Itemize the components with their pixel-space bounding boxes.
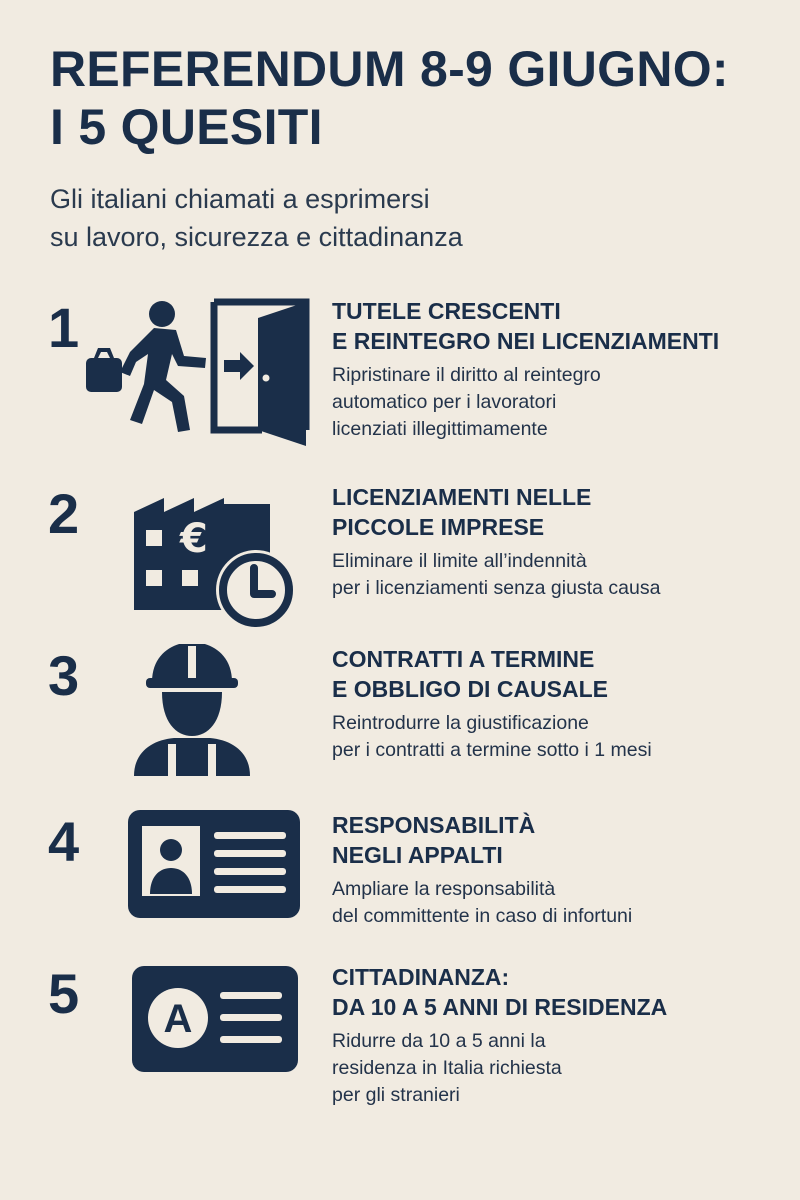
description-line: Ripristinare il diritto al reintegro <box>332 364 601 386</box>
question-title <box>332 482 792 542</box>
question-title-line: PICCOLE IMPRESE <box>332 514 545 540</box>
description-line: del committente in caso di infortuni <box>332 905 633 927</box>
description-line: per i contratti a termine sotto i 1 mesi <box>332 739 652 761</box>
question-text <box>332 482 792 602</box>
question-description <box>332 548 792 602</box>
question-item-3 <box>0 644 800 804</box>
question-title <box>332 644 792 704</box>
description-line: Reintrodurre la giustificazione <box>332 712 589 734</box>
header <box>50 40 770 256</box>
question-title-line: CONTRATTI A TERMINE <box>332 646 595 672</box>
question-text <box>332 962 792 1109</box>
citizenship-card-icon <box>80 962 320 1122</box>
question-item-1 <box>0 296 800 456</box>
description-line: automatico per i lavoratori <box>332 391 557 413</box>
description-line: Ridurre da 10 a 5 anni la <box>332 1030 546 1052</box>
question-number: 2 <box>48 482 80 545</box>
question-title <box>332 962 792 1022</box>
question-text <box>332 810 792 930</box>
question-title-line: RESPONSABILITÀ <box>332 812 536 838</box>
question-title <box>332 810 792 870</box>
description-line: per gli stranieri <box>332 1084 460 1106</box>
question-description <box>332 876 792 930</box>
description-line: Ampliare la responsabilità <box>332 878 556 900</box>
question-description <box>332 710 792 764</box>
question-title-line: LICENZIAMENTI NELLE <box>332 484 592 510</box>
construction-worker-icon <box>80 644 320 804</box>
question-description <box>332 1028 792 1109</box>
question-title-line: DA 10 A 5 ANNI DI RESIDENZA <box>332 994 668 1020</box>
question-number: 4 <box>48 810 80 873</box>
question-item-2 <box>0 482 800 642</box>
title-line-2: I 5 QUESITI <box>50 99 323 155</box>
question-number: 1 <box>48 296 80 359</box>
question-item-4 <box>0 810 800 970</box>
title-line-1: REFERENDUM 8-9 GIUGNO: <box>50 41 729 97</box>
question-description <box>332 362 792 443</box>
question-title <box>332 296 792 356</box>
subtitle <box>50 180 770 256</box>
question-item-5 <box>0 962 800 1122</box>
subtitle-line-2: su lavoro, sicurezza e cittadinanza <box>50 222 463 252</box>
description-line: licenziati illegittimamente <box>332 418 548 440</box>
citizenship-card-letter: A <box>163 997 193 1041</box>
question-title-line: E OBBLIGO DI CAUSALE <box>332 676 609 702</box>
id-card-icon <box>80 810 320 970</box>
question-title-line: CITTADINANZA: <box>332 964 510 990</box>
question-title-line: NEGLI APPALTI <box>332 842 503 868</box>
svg-text:€: € <box>180 516 208 562</box>
question-text <box>332 644 792 764</box>
question-title-line: E REINTEGRO NEI LICENZIAMENTI <box>332 328 720 354</box>
question-number: 5 <box>48 962 80 1025</box>
worker-leaving-door-icon <box>80 296 320 456</box>
factory-euro-clock-icon <box>80 482 320 642</box>
question-text <box>332 296 792 443</box>
page-title <box>50 40 770 156</box>
description-line: Eliminare il limite all’indennità <box>332 550 587 572</box>
question-title-line: TUTELE CRESCENTI <box>332 298 561 324</box>
description-line: per i licenziamenti senza giusta causa <box>332 577 661 599</box>
description-line: residenza in Italia richiesta <box>332 1057 562 1079</box>
subtitle-line-1: Gli italiani chiamati a esprimersi <box>50 184 430 214</box>
question-number: 3 <box>48 644 80 707</box>
